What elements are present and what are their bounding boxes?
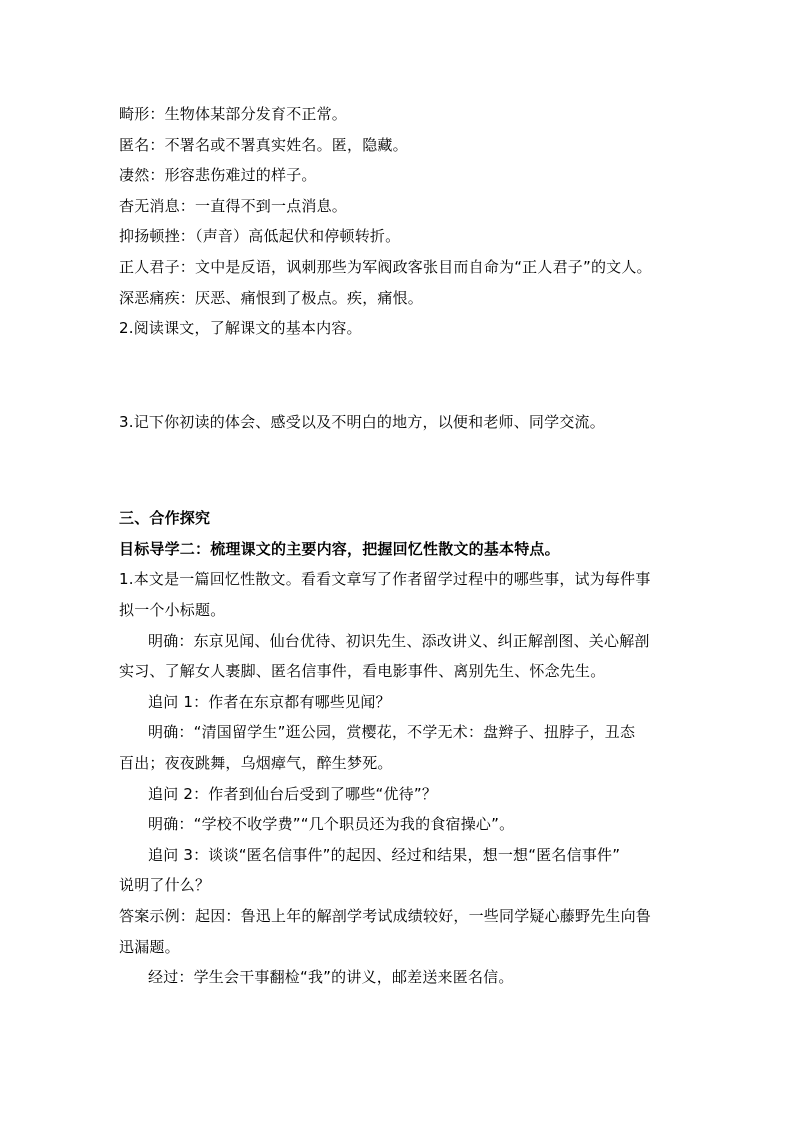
followup-3-line-2: 说明了什么？ — [119, 876, 211, 894]
vocab-jixing: 畸形：生物体某部分发育不正常。 — [119, 105, 348, 123]
followup-1: 追问 1：作者在东京都有哪些见闻？ — [148, 693, 391, 711]
vocab-shenwu: 深恶痛疾：厌恶、痛恨到了极点。疾，痛恨。 — [119, 289, 424, 307]
followup-2-answer: 明确：“学校不收学费”“几个职员还为我的食宿操心”。 — [148, 815, 515, 833]
question-1-line-2: 拟一个小标题。 — [119, 601, 226, 619]
followup-3-line-1: 追问 3：谈谈“匿名信事件”的起因、经过和结果，想一想“匿名信事件” — [148, 846, 621, 864]
process-line: 经过：学生会干事翻检“我”的讲义，邮差送来匿名信。 — [148, 968, 514, 986]
answer-example-line-2: 迅漏题。 — [119, 938, 180, 956]
vocab-zhengren: 正人君子：文中是反语，讽刺那些为军阀政客张目而自命为“正人君子”的文人。 — [119, 258, 652, 276]
vocab-yiyang: 抑扬顿挫：（声音）高低起伏和停顿转折。 — [119, 227, 401, 245]
answer-1-line-2: 实习、了解女人裹脚、匿名信事件，看电影事件、离别先生、怀念先生。 — [119, 662, 606, 680]
task-3: 3.记下你初读的体会、感受以及不明白的地方，以便和老师、同学交流。 — [119, 413, 605, 431]
answer-1-line-1: 明确：东京见闻、仙台优待、初识先生、添改讲义、纠正解剖图、关心解剖 — [148, 632, 650, 650]
vocab-niming: 匿名：不署名或不署真实姓名。匿，隐藏。 — [119, 136, 408, 154]
goal-heading: 目标导学二：梳理课文的主要内容，把握回忆性散文的基本特点。 — [119, 540, 560, 558]
followup-2: 追问 2：作者到仙台后受到了哪些“优待”？ — [148, 785, 438, 803]
vocab-yaowu: 杳无消息：一直得不到一点消息。 — [119, 197, 348, 215]
section-heading: 三、合作探究 — [119, 509, 211, 527]
followup-1-answer-line-2: 百出；夜夜跳舞，乌烟瘴气，醉生梦死。 — [119, 754, 393, 772]
task-2: 2.阅读课文，了解课文的基本内容。 — [119, 319, 362, 337]
followup-1-answer-line-1: 明确：“清国留学生”逛公园，赏樱花，不学无术：盘辫子、扭脖子，丑态 — [148, 723, 636, 741]
answer-example-line-1: 答案示例：起因：鲁迅上年的解剖学考试成绩较好，一些同学疑心藤野先生向鲁 — [119, 907, 652, 925]
question-1-line-1: 1.本文是一篇回忆性散文。看看文章写了作者留学过程中的哪些事，试为每件事 — [119, 570, 651, 588]
vocab-qiran: 凄然：形容悲伤难过的样子。 — [119, 166, 317, 184]
